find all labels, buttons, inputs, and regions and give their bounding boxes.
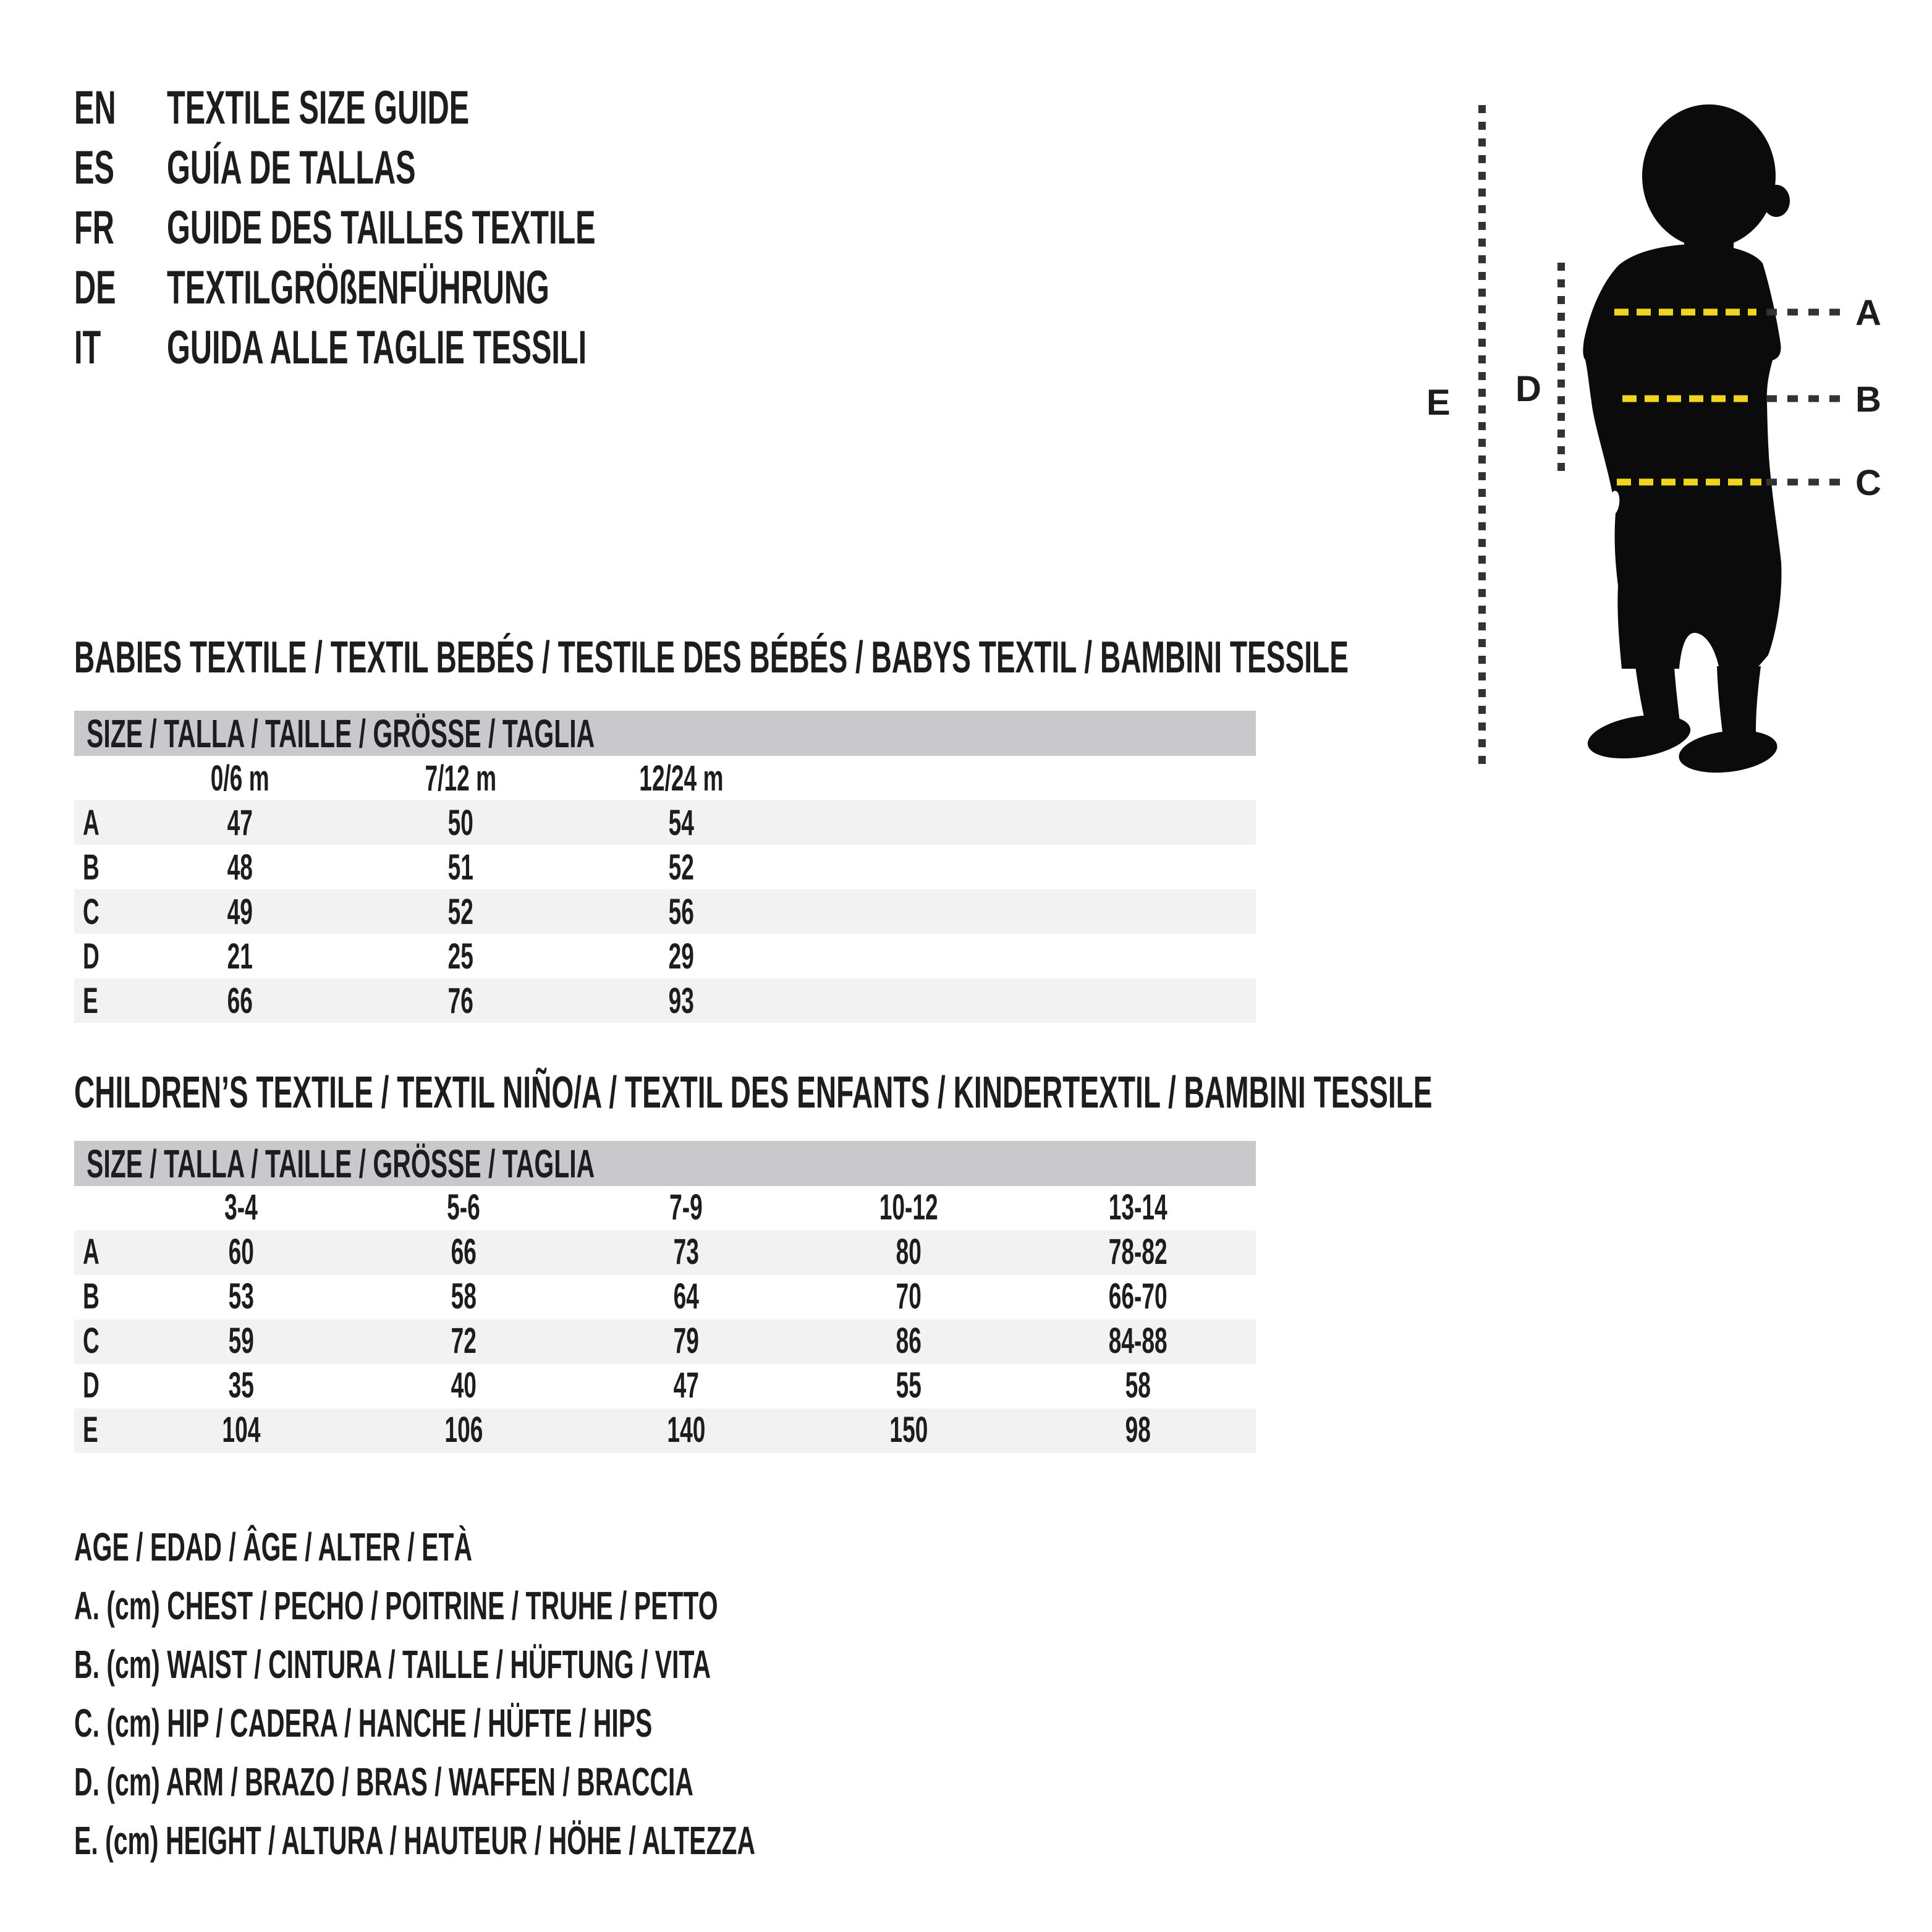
table-row-d xyxy=(74,934,1256,978)
cell-value: 51 xyxy=(447,847,474,888)
cell-value: 53 xyxy=(228,1276,254,1317)
silhouette-right-shoe xyxy=(1677,725,1780,777)
cell-value: 70 xyxy=(896,1276,922,1317)
guide-title-es: GUÍA DE TALLAS xyxy=(167,142,416,194)
cell-value: 25 xyxy=(447,936,474,977)
silhouette-ear xyxy=(1763,185,1790,217)
cell-value: 66 xyxy=(227,980,253,1021)
measure-label-a: A xyxy=(1855,293,1881,333)
cell-value: 84-88 xyxy=(1108,1321,1167,1362)
babies-col-12-24m: 12/24 m xyxy=(639,758,724,799)
table-row-a xyxy=(74,1231,1256,1275)
babies-size-table xyxy=(74,711,1256,1023)
language-code: DE xyxy=(74,261,116,314)
cell-value: 50 xyxy=(447,802,474,843)
babies-table-header-text: SIZE / TALLA / TAILLE / GRÖSSE / TAGLIA xyxy=(87,711,595,756)
cell-value: 59 xyxy=(228,1321,254,1362)
cell-value: 80 xyxy=(896,1232,922,1273)
cell-value: 48 xyxy=(227,847,253,888)
table-row-e xyxy=(74,1409,1256,1453)
cell-value: 52 xyxy=(447,891,474,932)
cell-value: 35 xyxy=(228,1365,254,1406)
children-col-3-4: 3-4 xyxy=(224,1187,258,1228)
children-table-header-bar xyxy=(74,1141,1256,1186)
row-label: D xyxy=(83,1365,100,1406)
table-row-c xyxy=(74,1320,1256,1364)
babies-col-0-6m: 0/6 m xyxy=(211,758,269,799)
row-label: E xyxy=(83,1410,98,1451)
legend-line-waist xyxy=(74,1635,1138,1693)
babies-table-header-bar xyxy=(74,711,1256,756)
language-code: FR xyxy=(74,201,114,254)
language-row-it xyxy=(74,318,837,378)
cell-value: 86 xyxy=(896,1321,922,1362)
cell-value: 104 xyxy=(222,1410,260,1451)
child-measurement-figure xyxy=(1409,80,1922,797)
children-table-header-text: SIZE / TALLA / TAILLE / GRÖSSE / TAGLIA xyxy=(87,1141,595,1186)
legend-line-height xyxy=(74,1811,1138,1870)
cell-value: 55 xyxy=(896,1365,922,1406)
cell-value: 40 xyxy=(451,1365,477,1406)
legend-text: B. (cm) WAIST / CINTURA / TAILLE / HÜFTUNG / VITA xyxy=(74,1642,711,1687)
language-code: ES xyxy=(74,142,114,194)
row-label: B xyxy=(83,1276,100,1317)
cell-value: 140 xyxy=(667,1410,705,1451)
children-col-10-12: 10-12 xyxy=(879,1187,938,1228)
babies-column-header xyxy=(350,758,571,799)
cell-value: 66 xyxy=(451,1232,477,1273)
table-row-c xyxy=(74,889,1256,934)
children-section-title xyxy=(74,1070,1932,1115)
children-column-header xyxy=(575,1187,797,1228)
cell-value: 47 xyxy=(673,1365,699,1406)
babies-section-title xyxy=(74,635,1932,680)
measure-label-e: E xyxy=(1426,383,1451,423)
cell-value: 78-82 xyxy=(1108,1232,1167,1273)
children-size-table xyxy=(74,1141,1256,1453)
table-row-b xyxy=(74,845,1256,889)
language-row-de xyxy=(74,258,837,318)
cell-value: 106 xyxy=(444,1410,483,1451)
legend-text: C. (cm) HIP / CADERA / HANCHE / HÜFTE / HIPS xyxy=(74,1700,653,1745)
guide-title-en: TEXTILE SIZE GUIDE xyxy=(167,82,470,134)
children-column-header xyxy=(352,1187,575,1228)
babies-column-header-row xyxy=(74,756,1256,800)
table-row-b xyxy=(74,1275,1256,1320)
cell-value: 150 xyxy=(889,1410,928,1451)
babies-section-title-text: BABIES TEXTILE / TEXTIL BEBÉS / TESTILE DES BÉBÉS / BABYS TEXTIL / BAMBINI TESSILE xyxy=(74,633,1349,682)
cell-value: 79 xyxy=(673,1321,699,1362)
measure-label-d: D xyxy=(1515,369,1541,409)
legend-line-arm xyxy=(74,1752,1138,1811)
cell-value: 98 xyxy=(1125,1410,1151,1451)
language-code: IT xyxy=(74,321,101,374)
language-row-fr xyxy=(74,198,837,258)
cell-value: 47 xyxy=(227,802,253,843)
cell-value: 21 xyxy=(227,936,253,977)
language-row-en xyxy=(74,78,837,138)
cell-value: 56 xyxy=(668,891,695,932)
cell-value: 29 xyxy=(668,936,695,977)
language-code: EN xyxy=(74,82,116,134)
legend-text: D. (cm) ARM / BRAZO / BRAS / WAFFEN / BRACCIA xyxy=(74,1759,693,1804)
cell-value: 58 xyxy=(1125,1365,1151,1406)
babies-column-header xyxy=(130,758,350,799)
cell-value: 58 xyxy=(451,1276,477,1317)
silhouette-head xyxy=(1642,104,1776,248)
legend-text: E. (cm) HEIGHT / ALTURA / HAUTEUR / HÖHE / ALTEZZA xyxy=(74,1818,756,1863)
cell-value: 72 xyxy=(451,1321,477,1362)
table-row-d xyxy=(74,1364,1256,1409)
children-column-header xyxy=(1020,1187,1256,1228)
children-col-7-9: 7-9 xyxy=(669,1187,703,1228)
children-column-header xyxy=(797,1187,1020,1228)
cell-value: 73 xyxy=(673,1232,699,1273)
language-row-es xyxy=(74,138,837,198)
measurement-legend xyxy=(74,1517,1138,1870)
babies-col-7-12m: 7/12 m xyxy=(425,758,497,799)
cell-value: 54 xyxy=(668,802,695,843)
legend-line-chest xyxy=(74,1576,1138,1635)
legend-line-hip xyxy=(74,1693,1138,1752)
guide-title-it: GUIDA ALLE TAGLIE TESSILI xyxy=(167,321,587,374)
children-column-header xyxy=(130,1187,352,1228)
guide-title-fr: GUIDE DES TAILLES TEXTILE xyxy=(167,201,596,254)
children-column-header-row xyxy=(74,1186,1256,1231)
table-row-e xyxy=(74,978,1256,1023)
row-label: A xyxy=(83,1232,100,1273)
children-col-13-14: 13-14 xyxy=(1108,1187,1167,1228)
row-label: E xyxy=(83,980,98,1021)
cell-value: 93 xyxy=(668,980,695,1021)
cell-value: 64 xyxy=(673,1276,699,1317)
row-label: B xyxy=(83,847,100,888)
legend-text: A. (cm) CHEST / PECHO / POITRINE / TRUHE / PETTO xyxy=(74,1583,718,1628)
row-label: D xyxy=(83,936,100,977)
row-label: C xyxy=(83,891,100,932)
cell-value: 66-70 xyxy=(1108,1276,1167,1317)
legend-line-age xyxy=(74,1517,1138,1576)
cell-value: 49 xyxy=(227,891,253,932)
cell-value: 52 xyxy=(668,847,695,888)
guide-title-de: TEXTILGRÖßENFÜHRUNG xyxy=(167,261,549,314)
babies-column-header xyxy=(571,758,792,799)
silhouette-torso xyxy=(1583,244,1781,669)
cell-value: 60 xyxy=(228,1232,254,1273)
legend-text: AGE / EDAD / ÂGE / ALTER / ETÀ xyxy=(74,1524,473,1569)
measure-label-c: C xyxy=(1855,463,1881,503)
language-title-list xyxy=(74,78,837,378)
children-col-5-6: 5-6 xyxy=(447,1187,480,1228)
cell-value: 76 xyxy=(447,980,474,1021)
row-label: C xyxy=(83,1321,100,1362)
row-label: A xyxy=(83,802,100,843)
table-row-a xyxy=(74,800,1256,845)
children-section-title-text: CHILDREN’S TEXTILE / TEXTIL NIÑO/A / TEXTIL DES ENFANTS / KINDERTEXTIL / BAMBINI TESSILE xyxy=(74,1068,1433,1117)
measure-label-b: B xyxy=(1855,379,1881,420)
